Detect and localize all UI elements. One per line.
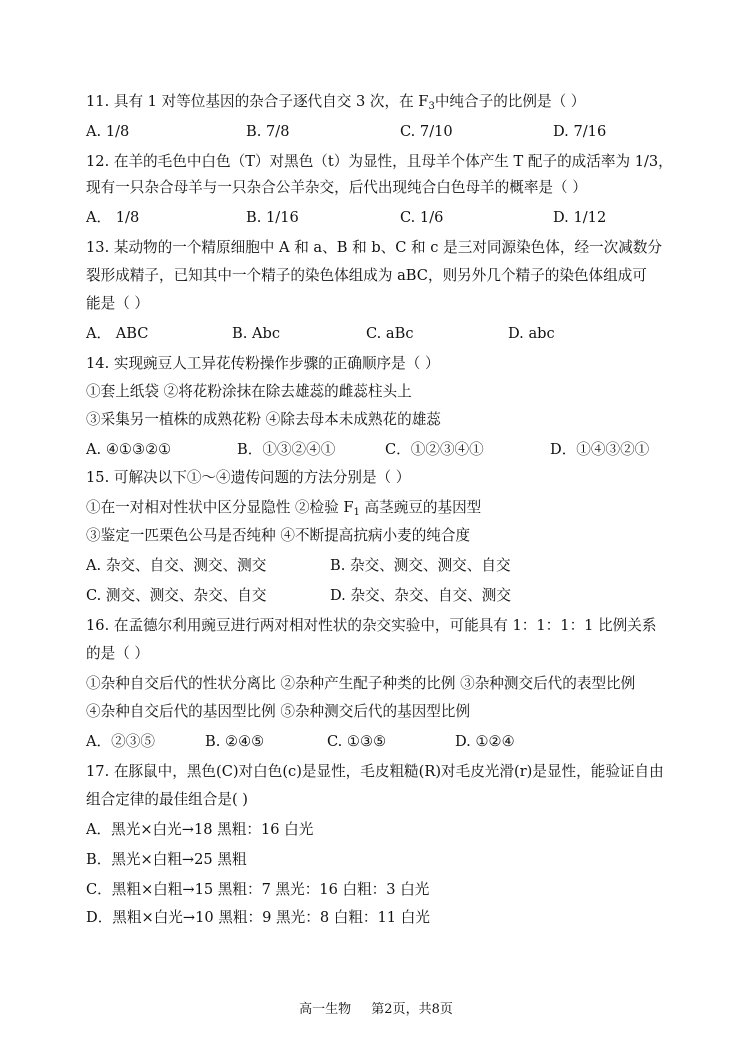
q15-stem: 15. 可解决以下①～④遗传问题的方法分别是（ ） [86, 469, 411, 486]
q17-option-d: D．黑粗×白光→10 黑粗：9 黑光：8 白粗：11 白光 [86, 909, 430, 926]
q12-option-d: D. 1/12 [553, 209, 607, 226]
q12-option-a: A． 1/8 [86, 209, 140, 226]
footer-page-number: 第2页，共8页 [371, 1002, 453, 1017]
q16-items-line1: ①杂种自交后代的性状分离比 ②杂种产生配子种类的比例 ③杂种测交后代的表型比例 [86, 675, 636, 692]
q12-stem-line1: 12. 在羊的毛色中白色（T）对黑色（t）为显性，且母羊个体产生 T 配子的成活率为 1/3， [86, 153, 673, 170]
q14-option-b: B．①③②④① [237, 441, 336, 458]
q12-option-c: C. 1/6 [400, 209, 444, 226]
q11-option-d: D. 7/16 [553, 123, 607, 140]
q15-items-line1: ①在一对相对性状中区分显隐性 ②检验 $F_1$ 高茎豌豆的基因型 [86, 499, 482, 518]
q11-option-a: A. 1/8 [86, 123, 130, 140]
q15-option-b: B. 杂交、测交、测交、自交 [330, 557, 511, 574]
q17-option-c: C．黑粗×白粗→15 黑粗：7 黑光：16 白粗：3 白光 [86, 881, 430, 898]
q15-option-c: C. 测交、测交、杂交、自交 [86, 587, 267, 604]
q17-option-a: A．黑光×白光→18 黑粗：16 白光 [86, 821, 314, 838]
q17-stem-line2: 组合定律的最佳组合是( ) [86, 791, 248, 808]
q12-stem-line2: 现有一只杂合母羊与一只杂合公羊杂交，后代出现纯合白色母羊的概率是（ ） [86, 179, 587, 196]
q14-steps-line1: ①套上纸袋 ②将花粉涂抹在除去雄蕊的雌蕊柱头上 [86, 383, 412, 400]
q16-items-line2: ④杂种自交后代的基因型比例 ⑤杂种测交后代的基因型比例 [86, 703, 471, 720]
q16-option-b: B. ②④⑤ [205, 733, 265, 750]
q16-stem-line1: 16. 在孟德尔利用豌豆进行两对相对性状的杂交实验中，可能具有 1：1：1：1 比例关系 [86, 617, 657, 634]
page-footer [0, 1000, 752, 1020]
q16-stem-line2: 的是（ ） [86, 645, 150, 662]
q13-option-a: A． ABC [86, 325, 149, 342]
q13-option-c: C. aBc [366, 325, 414, 342]
q15-option-d: D. 杂交、杂交、自交、测交 [330, 587, 511, 604]
q13-stem-line2: 裂形成精子，已知其中一个精子的染色体组成为 aBC，则另外几个精子的染色体组成可 [86, 267, 647, 284]
q15-items-line2: ③鉴定一匹栗色公马是否纯种 ④不断提高抗病小麦的纯合度 [86, 527, 471, 544]
q11-stem: 11. 具有 1 对等位基因的杂合子逐代自交 3 次，在 $F_3$中纯合子的比例是（ ） [86, 93, 586, 112]
q16-option-a: A．②③⑤ [86, 733, 155, 750]
q12-option-b: B. 1/16 [246, 209, 299, 226]
q14-option-d: D．①④③②① [550, 441, 650, 458]
footer-subject: 高一生物 [299, 1002, 352, 1017]
q15-option-a: A. 杂交、自交、测交、测交 [86, 557, 267, 574]
q14-stem: 14. 实现豌豆人工异花传粉操作步骤的正确顺序是（ ） [86, 355, 440, 372]
q13-option-d: D. abc [508, 325, 555, 342]
q14-option-a: A. ④①③②① [86, 441, 172, 458]
q17-stem-line1: 17. 在豚鼠中，黑色(C)对白色(c)是显性，毛皮粗糙(R)对毛皮光滑(r)是显性，能验证自由 [86, 763, 664, 780]
q16-option-c: C. ①③⑤ [327, 733, 387, 750]
q13-stem-line1: 13. 某动物的一个精原细胞中 A 和 a、B 和 b、C 和 c 是三对同源染色体，经一次减数分 [86, 239, 663, 256]
q17-option-b: B．黑光×白粗→25 黑粗 [86, 851, 247, 868]
q13-option-b: B. Abc [232, 325, 281, 342]
q11-option-b: B. 7/8 [246, 123, 290, 140]
q16-option-d: D. ①②④ [455, 733, 515, 750]
q14-option-c: C．①②③④① [385, 441, 484, 458]
q14-steps-line2: ③采集另一植株的成熟花粉 ④除去母本未成熟花的雄蕊 [86, 411, 441, 428]
q13-stem-line3: 能是（ ） [86, 295, 150, 312]
q11-option-c: C. 7/10 [400, 123, 453, 140]
